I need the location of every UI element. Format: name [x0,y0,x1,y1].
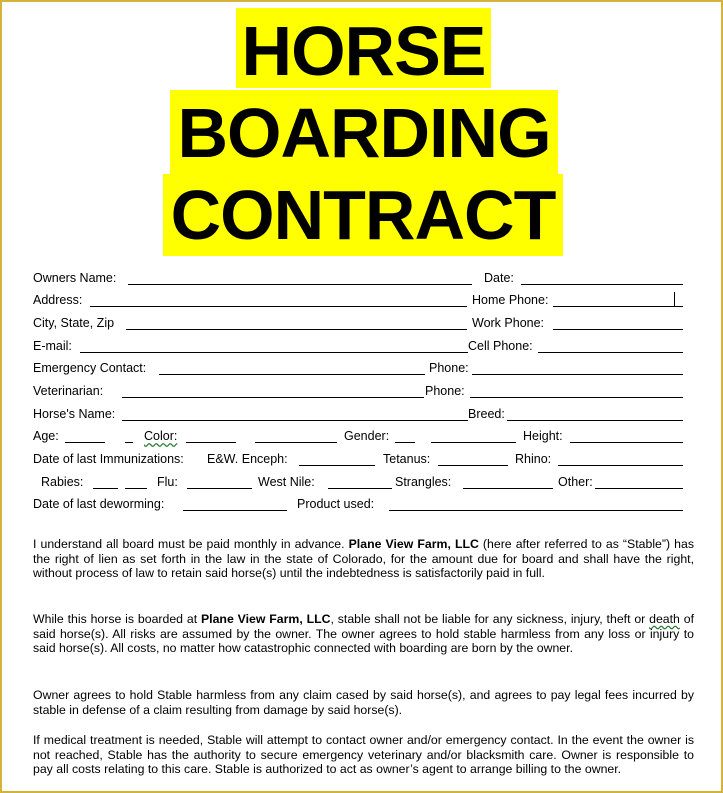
product-used-label: Product used: [297,497,375,511]
city-state-zip-label: City, State, Zip [33,316,115,330]
p2-text-b: , stable shall not be liable for any sickness, injury, theft or [330,612,650,626]
row-vet [33,384,693,400]
emergency-contact-field[interactable] [159,374,425,375]
breed-field[interactable] [507,420,683,421]
horses-name-label: Horse's Name: [33,407,116,421]
p2-death-word: death [649,612,680,626]
last-deworming-field[interactable] [183,510,287,511]
email-label: E-mail: [33,339,72,353]
ew-enceph-label: E&W. Enceph: [207,452,288,466]
gender-label: Gender: [344,429,390,443]
p2-text-a: While this horse is boarded at [33,612,201,626]
vet-phone-field[interactable] [470,397,683,398]
other-label: Other: [558,475,593,489]
age-label: Age: [33,429,59,443]
p2-farm-name: Plane View Farm, LLC [200,612,331,626]
rabies-field[interactable] [93,488,118,489]
p1-farm-name: Plane View Farm, LLC [348,537,479,551]
flu-field[interactable] [187,488,252,489]
row-horse [33,407,693,423]
last-deworming-label: Date of last deworming: [33,497,165,511]
work-phone-field[interactable] [553,329,683,330]
email-field[interactable] [80,352,468,353]
rhino-field[interactable] [558,465,683,466]
horses-name-field[interactable] [122,420,468,421]
age-field-extra[interactable] [125,442,133,443]
phone-label: Phone: [429,361,469,375]
age-field[interactable] [65,442,105,443]
row-immunizations [33,452,693,468]
address-label: Address: [33,293,83,307]
title-line-2: BOARDING [177,94,551,172]
west-nile-label: West Nile: [258,475,315,489]
other-field[interactable] [595,488,683,489]
breed-label: Breed: [468,407,505,421]
rabies-field-extra[interactable] [125,488,147,489]
product-used-field[interactable] [389,510,683,511]
veterinarian-field[interactable] [122,397,424,398]
color-label: Color: [144,429,178,443]
rabies-label: Rabies: [41,475,84,489]
vet-phone-label: Phone: [425,384,465,398]
row-owner [33,271,693,287]
city-state-zip-field[interactable] [126,329,467,330]
tetanus-field[interactable] [438,465,508,466]
paragraph-harmless: Owner agrees to hold Stable harmless from any claim cased by said horse(s), and agrees to pay legal fees incurred by stable in defense of a claim resulting from damage by said horse(s). [33,688,694,717]
address-field[interactable] [90,306,467,307]
west-nile-field[interactable] [328,488,392,489]
text-cursor [674,292,675,306]
title-line-1: HORSE [241,12,486,90]
title-line-3: CONTRACT [170,176,556,254]
gender-field[interactable] [395,442,415,443]
home-phone-field[interactable] [553,306,683,307]
row-email [33,339,693,355]
p1-text-b: (here after referred to as “Stable”) has the right of lien as set forth in the law in the state of Colorado, for the amount due for board and shall have the right, without process of law to retain said horse(s) until the indebtedness is satisfactorily paid in full. [33,537,694,581]
paragraph-liability [33,612,694,656]
flu-label: Flu: [157,475,178,489]
cell-phone-label: Cell Phone: [468,339,533,353]
rhino-label: Rhino: [515,452,552,466]
color-field[interactable] [186,442,236,443]
emergency-phone-field[interactable] [472,374,683,375]
owners-name-label: Owners Name: [33,271,117,285]
color-field-extra[interactable] [255,442,337,443]
ew-enceph-field[interactable] [299,465,375,466]
cell-phone-field[interactable] [538,352,683,353]
last-immunizations-label: Date of last Immunizations: [33,452,184,466]
home-phone-label: Home Phone: [472,293,549,307]
height-label: Height: [523,429,563,443]
strangles-field[interactable] [463,488,553,489]
work-phone-label: Work Phone: [472,316,545,330]
height-field[interactable] [570,442,683,443]
date-field[interactable] [521,284,683,285]
row-address [33,293,693,309]
p2-text-c: of said horse(s). All risks are assumed by the owner. The owner agrees to hold stable harmless from any loss or injury to said horse(s). All costs, no matter how catastrophic connected with boarding are born by the owner. [33,612,694,656]
veterinarian-label: Veterinarian: [33,384,104,398]
p1-text-a: I understand all board must be paid monthly in advance. [33,537,349,551]
row-deworming [33,497,693,513]
paragraph-medical: If medical treatment is needed, Stable will attempt to contact owner and/or emergency contact. In the event the owner is not reached, Stable has the authority to secure emergency veterinary and/or blacksmith care. Owner is responsible to pay all costs relating to this care. Stable is authorized to act as owner’s agent to arrange billing to the owner. [33,733,694,777]
date-label: Date: [484,271,514,285]
row-vaccines [33,475,693,491]
tetanus-label: Tetanus: [383,452,431,466]
row-age [33,429,693,445]
paragraph-payment [33,537,694,581]
owners-name-field[interactable] [128,284,472,285]
row-emergency [33,361,693,377]
gender-field-extra[interactable] [431,442,516,443]
row-city [33,316,693,332]
emergency-contact-label: Emergency Contact: [33,361,147,375]
strangles-label: Strangles: [395,475,452,489]
